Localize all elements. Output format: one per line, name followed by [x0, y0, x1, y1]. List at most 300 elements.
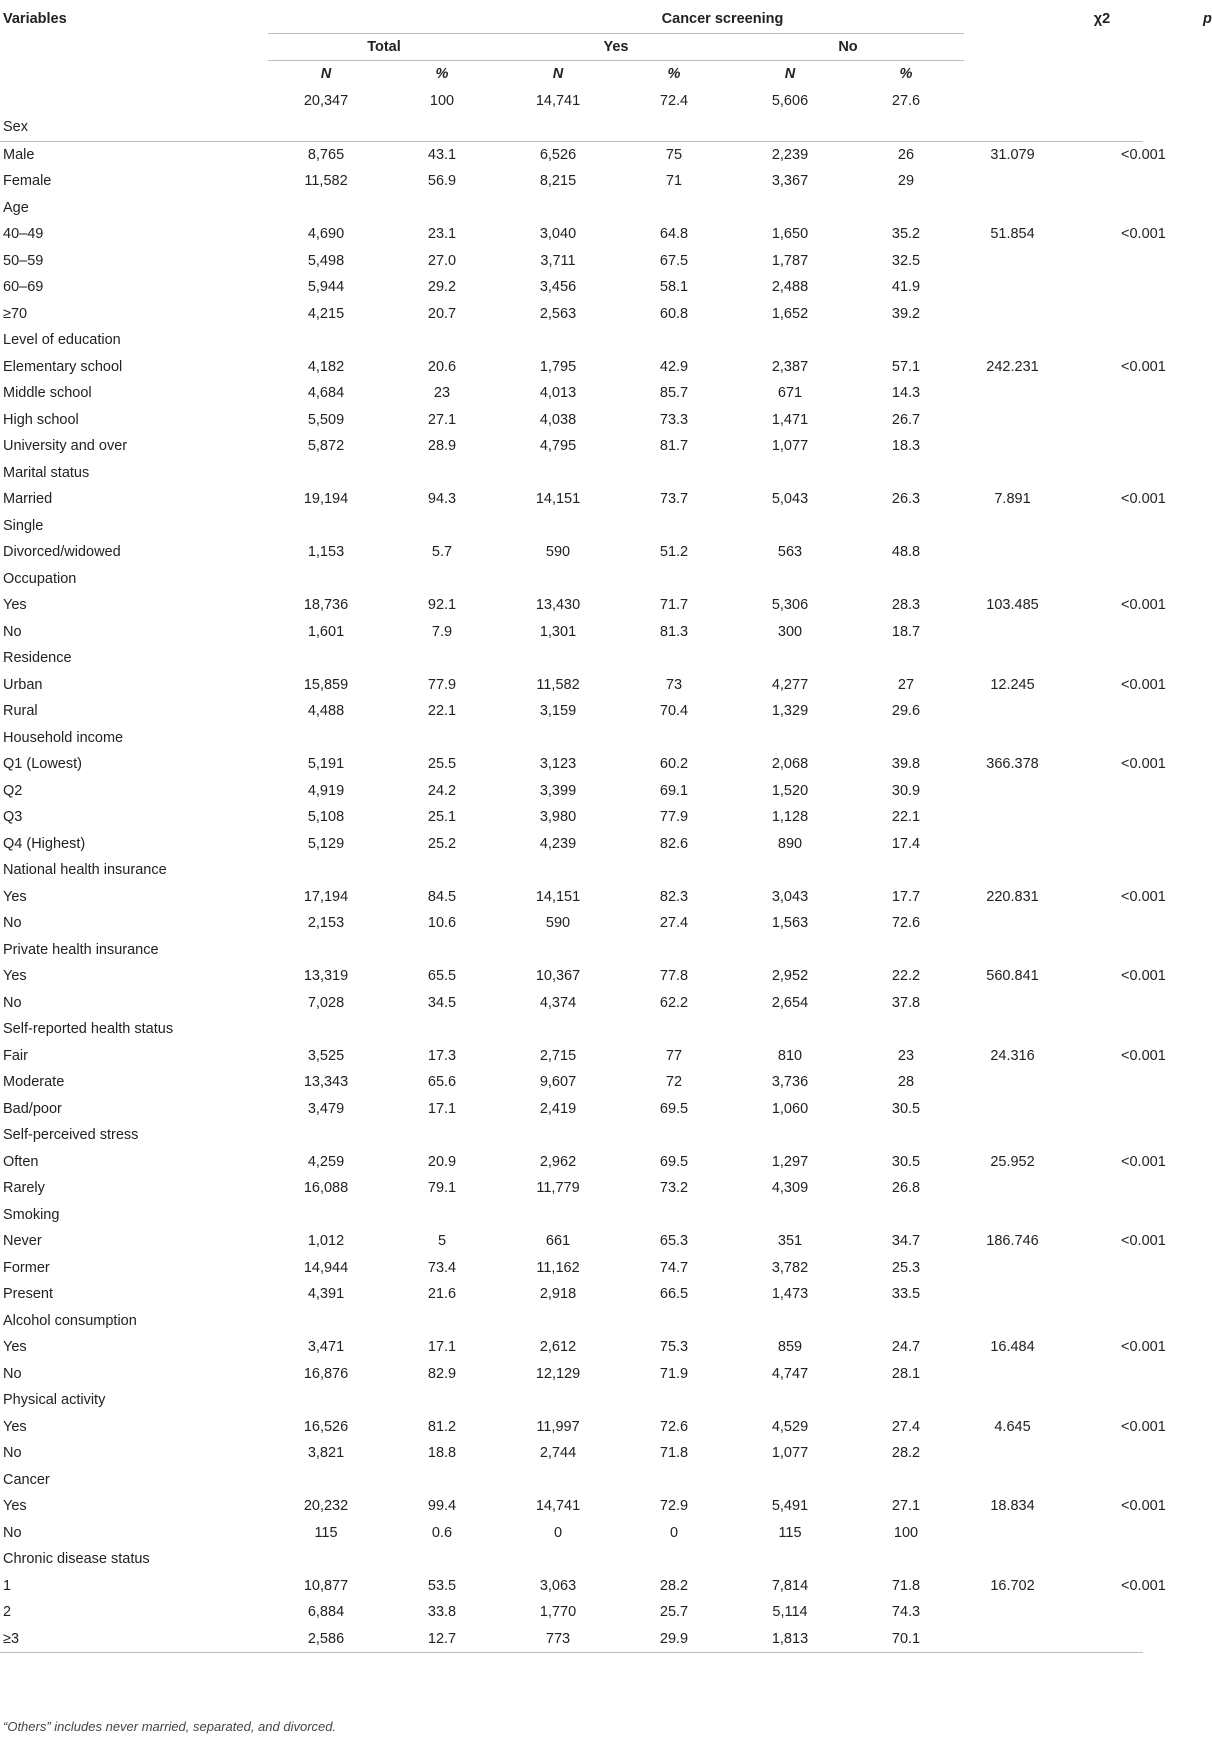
header-yes: Yes: [500, 33, 732, 61]
value-cell: 33.8: [427, 1604, 457, 1620]
table-row: [0, 698, 1143, 725]
section-title: Level of education: [3, 332, 121, 348]
row-label: No: [3, 1524, 22, 1541]
table-row: [0, 1520, 1143, 1547]
table-row: [0, 778, 1143, 805]
value-cell: 5.7: [431, 544, 453, 560]
section-header-row: [0, 327, 1143, 354]
value-cell: 6,526: [539, 146, 577, 163]
value-cell: 28.2: [659, 1577, 689, 1594]
chi2-cell: [964, 1440, 1061, 1467]
value-cell: 20,232: [303, 1498, 349, 1514]
value-cell: 4,747: [771, 1365, 809, 1382]
value-cell: 99.4: [427, 1498, 457, 1514]
chi2-cell: 242.231: [986, 358, 1039, 375]
row-label: 2: [3, 1604, 12, 1620]
table-row: [0, 301, 1143, 328]
row-label: Male: [3, 146, 35, 163]
value-cell: 17.1: [427, 1339, 457, 1355]
value-cell: 28.3: [891, 597, 921, 613]
row-label: ≥3: [0, 1626, 268, 1653]
value-cell: 351: [777, 1233, 803, 1249]
value-cell: [500, 513, 616, 540]
value-cell: 1,012: [307, 1233, 345, 1249]
row-label: Moderate: [3, 1074, 65, 1090]
section-title: Sex: [0, 114, 1143, 141]
value-cell: 3,123: [539, 756, 577, 772]
value-cell: [268, 513, 384, 540]
chi2-cell: [964, 433, 1061, 460]
section-header-row: [0, 857, 1143, 884]
p-cell: [1061, 1440, 1143, 1467]
chi2-cell: [964, 778, 1061, 805]
value-cell: 661: [545, 1233, 571, 1249]
table-row: [0, 1228, 1143, 1255]
p-cell: [1061, 1361, 1143, 1388]
value-cell: 3,821: [307, 1445, 345, 1461]
value-cell: 27.4: [659, 915, 689, 931]
value-cell: 11,162: [536, 1259, 580, 1276]
value-cell: 17.4: [891, 835, 921, 852]
table-row: [0, 1573, 1143, 1600]
value-cell: 3,782: [771, 1259, 809, 1276]
p-cell: [1061, 301, 1143, 328]
value-cell: 4,309: [771, 1180, 809, 1196]
chi2-cell: [964, 1255, 1061, 1282]
value-cell: 1,563: [771, 915, 809, 931]
value-cell: 5,509: [307, 411, 345, 428]
table-row: [0, 910, 1143, 937]
row-label: Single: [3, 517, 44, 534]
value-cell: 1,520: [771, 782, 809, 799]
p-cell: <0.001: [1121, 1498, 1166, 1514]
value-cell: 42.9: [659, 358, 689, 375]
p-cell: [1061, 804, 1143, 831]
value-cell: 14,944: [303, 1259, 349, 1276]
row-label: Fair: [3, 1047, 28, 1064]
chi2-cell: 31.079: [990, 146, 1035, 163]
header-no-pct: %: [848, 61, 964, 88]
value-cell: 30.9: [891, 782, 921, 799]
value-cell: 37.8: [891, 994, 921, 1011]
table-row: [0, 539, 1143, 566]
value-cell: 671: [777, 385, 803, 401]
row-label: Q4 (Highest): [3, 835, 86, 852]
value-cell: 2,419: [539, 1100, 577, 1117]
value-cell: 1,650: [771, 226, 809, 242]
value-cell: 56.9: [427, 173, 457, 189]
p-cell: [1061, 168, 1143, 195]
value-cell: 16,526: [303, 1418, 349, 1435]
value-cell: 25.3: [891, 1259, 921, 1276]
value-cell: 11,779: [536, 1180, 580, 1196]
row-label: Female: [3, 173, 52, 189]
value-cell: 77.8: [659, 968, 689, 984]
value-cell: 4,529: [771, 1418, 809, 1435]
value-cell: 82.3: [659, 888, 689, 905]
value-cell: 4,374: [539, 994, 577, 1011]
p-cell: [1061, 1626, 1143, 1653]
p-cell: [1061, 698, 1143, 725]
table-row: [0, 1493, 1143, 1520]
value-cell: 35.2: [891, 226, 921, 242]
p-cell: [1061, 539, 1143, 566]
value-cell: 17.3: [427, 1047, 457, 1064]
chi2-cell: [964, 1599, 1061, 1626]
value-cell: 2,918: [539, 1286, 577, 1302]
value-cell: [616, 513, 732, 540]
value-cell: 94.3: [427, 491, 457, 507]
value-cell: 14,151: [535, 888, 581, 905]
table-row: [0, 884, 1143, 911]
row-label: 60–69: [3, 279, 44, 295]
value-cell: 5,108: [307, 809, 345, 825]
value-cell: 22.1: [427, 703, 457, 719]
chi2-cell: 220.831: [986, 888, 1039, 905]
table-row: [0, 354, 1143, 381]
value-cell: 2,488: [771, 279, 809, 295]
totals-cell: 5,606: [771, 92, 809, 109]
value-cell: 77.9: [659, 809, 689, 825]
chi2-cell: 103.485: [986, 597, 1039, 613]
header-yes-pct: %: [616, 61, 732, 88]
value-cell: 24.7: [891, 1339, 921, 1355]
row-label: Often: [3, 1153, 39, 1170]
value-cell: 34.7: [891, 1233, 921, 1249]
row-label: No: [3, 623, 22, 640]
table-row: [0, 380, 1143, 407]
section-title: Household income: [3, 729, 124, 746]
table-row: [0, 1255, 1143, 1282]
section-title: Physical activity: [3, 1392, 106, 1408]
table-row: [0, 751, 1143, 778]
totals-cell: 14,741: [535, 92, 581, 109]
value-cell: 28: [897, 1074, 915, 1090]
p-cell: <0.001: [1121, 968, 1166, 984]
row-label: Yes: [3, 1498, 27, 1514]
p-cell: <0.001: [1121, 1339, 1166, 1355]
chi2-cell: 25.952: [990, 1153, 1035, 1170]
row-label: Yes: [3, 888, 27, 905]
value-cell: 13,319: [303, 968, 349, 984]
p-cell: [1061, 248, 1143, 275]
value-cell: 71.7: [659, 597, 689, 613]
p-cell: [1061, 1520, 1143, 1547]
value-cell: 23: [897, 1047, 915, 1064]
value-cell: 4,277: [771, 676, 809, 693]
value-cell: 7,028: [307, 994, 345, 1011]
table-row: [0, 1361, 1143, 1388]
value-cell: 71.8: [659, 1445, 689, 1461]
section-title: Cancer: [3, 1471, 50, 1488]
p-cell: [1061, 380, 1143, 407]
value-cell: 10,877: [303, 1577, 349, 1594]
row-label: No: [3, 1365, 22, 1382]
p-cell: [1061, 831, 1143, 858]
value-cell: 71.8: [891, 1577, 921, 1594]
value-cell: 2,586: [268, 1626, 384, 1653]
value-cell: 23.1: [427, 226, 457, 242]
value-cell: 1,787: [771, 252, 809, 269]
value-cell: 1,060: [771, 1100, 809, 1117]
table-body: [0, 88, 1166, 1653]
value-cell: 3,043: [771, 888, 809, 905]
value-cell: 1,652: [771, 305, 809, 322]
value-cell: 20.6: [427, 358, 457, 375]
value-cell: 25.1: [427, 809, 457, 825]
p-cell: <0.001: [1121, 358, 1166, 375]
value-cell: 23: [433, 385, 451, 401]
value-cell: 4,488: [307, 703, 345, 719]
p-cell: [1061, 1255, 1143, 1282]
totals-cell: 100: [429, 92, 455, 109]
section-title: Age: [3, 199, 29, 216]
value-cell: 1,813: [732, 1626, 848, 1653]
value-cell: 3,471: [307, 1339, 345, 1355]
chi2-cell: 12.245: [990, 676, 1035, 693]
value-cell: 2,153: [307, 915, 345, 931]
chi2-cell: [964, 1175, 1061, 1202]
value-cell: 2,744: [539, 1445, 577, 1461]
value-cell: 20.9: [427, 1153, 457, 1170]
value-cell: 17.1: [427, 1100, 457, 1117]
totals-cell: 72.4: [659, 92, 689, 109]
header-no: No: [732, 33, 964, 61]
value-cell: 14.3: [891, 385, 921, 401]
row-label: University and over: [3, 438, 128, 454]
value-cell: 590: [545, 544, 571, 560]
value-cell: 16,876: [303, 1365, 349, 1382]
table-row: [0, 248, 1143, 275]
chi2-cell: 4.645: [994, 1418, 1031, 1435]
value-cell: 26.3: [891, 491, 921, 507]
value-cell: 24.2: [427, 782, 457, 799]
value-cell: 29.2: [427, 279, 457, 295]
value-cell: 2,715: [539, 1047, 577, 1064]
chi2-cell: [964, 513, 1061, 540]
chi2-cell: [964, 274, 1061, 301]
value-cell: 18.3: [891, 438, 921, 454]
value-cell: 11,582: [304, 173, 348, 189]
chi2-cell: [964, 1281, 1061, 1308]
value-cell: 8,215: [539, 173, 577, 189]
row-label: No: [3, 1445, 22, 1461]
section-header-row: [0, 1467, 1143, 1494]
value-cell: 0: [669, 1524, 679, 1541]
value-cell: 5,306: [771, 597, 809, 613]
chi2-cell: [964, 1626, 1061, 1653]
value-cell: 17.7: [891, 888, 921, 905]
section-title: Occupation: [3, 570, 77, 587]
value-cell: 29.6: [891, 703, 921, 719]
value-cell: 1,153: [307, 544, 345, 560]
value-cell: 10.6: [427, 915, 457, 931]
value-cell: 21.6: [427, 1286, 457, 1302]
section-title: Marital status: [3, 464, 90, 481]
chi2-cell: 16.484: [990, 1339, 1035, 1355]
value-cell: 115: [314, 1524, 338, 1541]
value-cell: 2,962: [539, 1153, 577, 1170]
value-cell: 65.6: [427, 1074, 457, 1090]
value-cell: 81.3: [659, 623, 689, 640]
value-cell: 3,736: [771, 1074, 809, 1090]
value-cell: 72.6: [891, 915, 921, 931]
chi2-cell: 7.891: [994, 491, 1031, 507]
chi2-cell: [964, 407, 1061, 434]
section-header-row: [0, 645, 1143, 672]
row-label: ≥70: [3, 305, 28, 322]
row-label: Rarely: [3, 1180, 45, 1196]
value-cell: 65.3: [659, 1233, 689, 1249]
value-cell: 77: [665, 1047, 683, 1064]
table-row: [0, 1334, 1143, 1361]
value-cell: 5: [437, 1233, 447, 1249]
row-label: Present: [3, 1286, 53, 1302]
header-cancer-screening: Cancer screening: [661, 11, 784, 27]
value-cell: 73.4: [427, 1259, 457, 1276]
value-cell: 81.2: [427, 1418, 457, 1435]
value-cell: 3,063: [539, 1577, 577, 1594]
value-cell: 39.8: [891, 756, 921, 772]
value-cell: 58.1: [659, 279, 689, 295]
value-cell: 3,399: [539, 782, 577, 799]
value-cell: 32.5: [891, 252, 921, 269]
value-cell: 70.4: [659, 703, 689, 719]
chi2-cell: [964, 168, 1061, 195]
value-cell: 12.7: [384, 1626, 500, 1653]
value-cell: 13,343: [303, 1074, 349, 1090]
value-cell: 74.3: [891, 1604, 921, 1620]
value-cell: 1,795: [539, 358, 577, 375]
value-cell: 1,329: [771, 703, 809, 719]
value-cell: 2,239: [771, 146, 809, 163]
table-row: [0, 831, 1143, 858]
row-label: Elementary school: [3, 358, 123, 375]
table-row: [0, 1069, 1143, 1096]
chi2-cell: [964, 1361, 1061, 1388]
section-header-row: [0, 1016, 1143, 1043]
chi2-cell: 51.854: [990, 226, 1035, 242]
value-cell: 115: [778, 1524, 802, 1541]
row-label: 1: [3, 1577, 12, 1594]
value-cell: 590: [545, 915, 571, 931]
section-title: National health insurance: [3, 862, 167, 878]
value-cell: 3,456: [539, 279, 577, 295]
value-cell: 92.1: [427, 597, 457, 613]
value-cell: 75.3: [659, 1339, 689, 1355]
value-cell: 6,884: [307, 1604, 345, 1620]
table-row: [0, 1626, 1143, 1653]
value-cell: 72.9: [659, 1498, 689, 1514]
section-header-row: [0, 937, 1143, 964]
section-header-row: [0, 195, 1143, 222]
value-cell: 100: [893, 1524, 919, 1541]
cancer-screening-table: [0, 6, 1212, 1653]
p-cell: <0.001: [1121, 226, 1166, 242]
value-cell: 10,367: [535, 968, 581, 984]
value-cell: 67.5: [659, 252, 689, 269]
value-cell: [732, 513, 848, 540]
value-cell: 1,297: [771, 1153, 809, 1170]
section-header-row: [0, 1202, 1143, 1229]
table-row: [0, 1043, 1143, 1070]
value-cell: 17,194: [303, 888, 349, 905]
value-cell: 25.7: [659, 1604, 689, 1620]
table-row: [0, 486, 1143, 513]
value-cell: 20.7: [427, 305, 457, 322]
value-cell: 81.7: [659, 438, 689, 454]
section-title: Self-perceived stress: [3, 1127, 139, 1143]
header-total: Total: [268, 33, 500, 61]
table-row: [0, 619, 1143, 646]
header-total-n: N: [268, 61, 384, 88]
value-cell: 41.9: [891, 279, 921, 295]
chi2-cell: [964, 910, 1061, 937]
value-cell: 66.5: [659, 1286, 689, 1302]
value-cell: 73.3: [659, 411, 689, 428]
value-cell: 27.0: [427, 252, 457, 269]
value-cell: 18.7: [891, 623, 921, 640]
row-label: Rural: [3, 703, 38, 719]
value-cell: 0.6: [431, 1524, 453, 1541]
value-cell: 300: [777, 623, 803, 640]
value-cell: 3,711: [540, 252, 576, 269]
value-cell: 1,601: [307, 623, 345, 640]
section-title: Alcohol consumption: [3, 1312, 137, 1329]
value-cell: 3,525: [307, 1047, 345, 1064]
table-row: [0, 1149, 1143, 1176]
value-cell: 3,367: [771, 173, 809, 189]
value-cell: 29: [897, 173, 915, 189]
chi2-cell: [964, 804, 1061, 831]
table-row: [0, 1440, 1143, 1467]
value-cell: 4,215: [307, 305, 345, 322]
table-row: [0, 141, 1143, 168]
value-cell: 27.1: [427, 411, 457, 428]
row-label: High school: [3, 411, 79, 428]
p-cell: [1061, 1175, 1143, 1202]
p-cell: <0.001: [1121, 756, 1166, 772]
section-title: Residence: [3, 650, 72, 666]
value-cell: 73.2: [659, 1180, 689, 1196]
value-cell: 5,129: [307, 835, 345, 852]
section-title: Chronic disease status: [3, 1551, 150, 1567]
value-cell: 57.1: [891, 358, 921, 375]
value-cell: 4,684: [307, 385, 345, 401]
value-cell: 859: [777, 1339, 803, 1355]
header-variables: Variables: [3, 11, 67, 28]
row-label: Yes: [3, 1339, 27, 1355]
p-cell: [1061, 513, 1143, 540]
value-cell: [384, 513, 500, 540]
value-cell: 13,430: [535, 597, 581, 613]
row-label: 40–49: [3, 226, 44, 242]
row-label: Never: [3, 1233, 42, 1249]
value-cell: 69.1: [659, 782, 689, 799]
row-label: 50–59: [3, 252, 44, 269]
totals-row: [0, 88, 1143, 115]
table-row: [0, 1281, 1143, 1308]
value-cell: 9,607: [539, 1074, 577, 1090]
value-cell: 8,765: [307, 146, 345, 163]
value-cell: 19,194: [303, 491, 349, 507]
p-cell: [1061, 407, 1143, 434]
value-cell: 15,859: [303, 676, 349, 693]
value-cell: 16,088: [303, 1180, 349, 1196]
row-label: No: [3, 994, 22, 1011]
p-cell: <0.001: [1121, 1233, 1166, 1249]
p-cell: <0.001: [1121, 146, 1166, 163]
